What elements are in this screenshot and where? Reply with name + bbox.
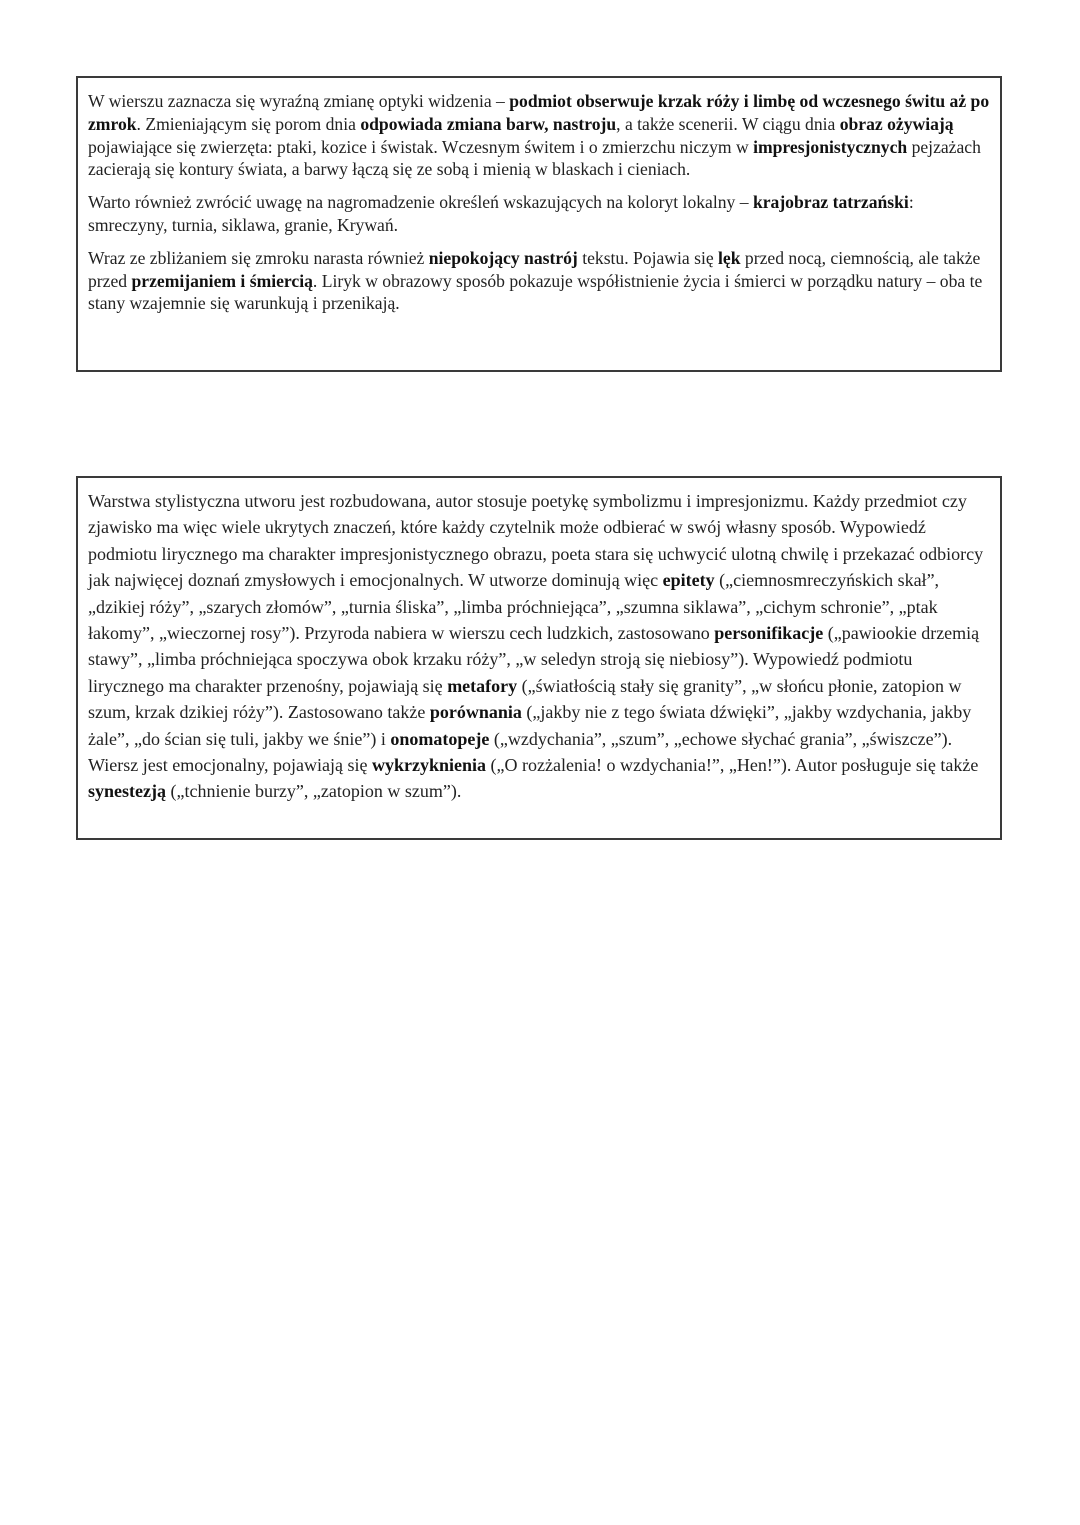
text-run: , a także scenerii. W ciągu dnia: [616, 113, 840, 134]
bold-text: krajobraz tatrzański: [752, 192, 909, 213]
text-box-2: [76, 476, 1002, 840]
bold-text: personifikacje: [714, 623, 824, 644]
text-run: W wierszu zaznacza się wyraźną zmianę optyki widzenia –: [88, 91, 510, 111]
bold-text: onomatopeje: [390, 728, 490, 749]
bold-text: obraz ożywiają: [839, 113, 954, 134]
text-run: Wraz ze zbliżaniem się zmroku narasta również: [88, 247, 429, 268]
text-run: : smreczyny, turnia, siklawa, granie, Krywań.: [88, 192, 919, 235]
bold-text: impresjonistycznych: [753, 136, 908, 157]
paragraph: [88, 247, 990, 315]
bold-text: podmiot obserwuje krzak róży i limbę od wczesnego świtu aż po zmrok: [88, 91, 994, 134]
text-run: („ciemnosmreczyńskich skał”, „dzikiej róży”, „szarych złomów”, „turnia śliska”, „limba próchniejąca”, „szumna siklawa”, „cichym schronie”, „ptak łakomy”, „wieczornej rosy”). Przyroda nabiera w wierszu cech ludzkich, zastosowano: [88, 570, 944, 644]
text-run: („światłością stały się granity”, „w słońcu płonie, zatopion w szum, krzak dzikiej róży”). Zastosowano także: [88, 675, 967, 723]
paragraph: [88, 90, 994, 181]
paragraph: [88, 191, 990, 237]
bold-text: niepokojący nastrój: [428, 247, 578, 268]
text-run: („pawiookie drzemią stawy”, „limba próchniejąca spoczywa obok krzaku róży”, „w seledyn stroją się niebiosy”). Wypowiedź podmiotu lirycznego ma charakter przenośny, pojawiają się: [88, 623, 984, 696]
text-run: pejzażach zacierają się kontury świata, a barwy łączą się ze sobą i mienią w blaskach i cieniach.: [88, 136, 986, 180]
bold-text: metafory: [447, 675, 518, 696]
text-run: pojawiające się zwierzęta: ptaki, kozice i świstak. Wczesnym świtem i o zmierzchu niczym w: [88, 113, 958, 157]
text-run: . Zmieniającym się porom dnia: [136, 113, 361, 134]
text-run: . Liryk w obrazowy sposób pokazuje współistnienie życia i śmierci w porządku natury – oba te stany wzajemnie się warunkują i przenikają.: [88, 270, 987, 314]
text-run: Warto również zwrócić uwagę na nagromadzenie określeń wskazujących na koloryt lokalny –: [88, 192, 753, 213]
paragraph: [88, 488, 990, 805]
bold-text: odpowiada zmiana barw, nastroju: [360, 113, 617, 134]
text-run: Warstwa stylistyczna utworu jest rozbudowana, autor stosuje poetykę symbolizmu i impresjonizmu. Każdy przedmiot czy zjawisko ma więc wiele ukrytych znaczeń, które każdy czytelnik może odbierać w swój własny sposób. Wypowiedź podmiotu lirycznego ma charakter impresjonistycznego obrazu, poeta stara się uchwycić ulotną chwilę i przekazać odbiorcy jak najwięcej doznań zmysłowych i emocjonalnych. W utworze dominują więc: [88, 491, 988, 591]
text-run: („jakby nie z tego świata dźwięki”, „jakby wzdychania, jakby żale”, „do ścian się tuli, jakby we śnie”) i: [88, 702, 976, 749]
bold-text: przemijaniem i śmiercią: [131, 270, 313, 291]
bold-text: synestezją: [88, 781, 166, 802]
bold-text: wykrzyknienia: [372, 755, 487, 776]
bold-text: porównania: [429, 702, 522, 723]
text-run: („wzdychania”, „szum”, „echowe słychać grania”, „świszcze”). Wiersz jest emocjonalny, pojawiają się: [88, 728, 957, 776]
bold-text: epitety: [662, 570, 715, 591]
text-run: („O rozżalenia! o wzdychania!”, „Hen!”). Autor posługuje się także: [486, 755, 983, 776]
text-run: („tchnienie burzy”, „zatopion w szum”).: [165, 781, 462, 802]
text-run: tekstu. Pojawia się: [577, 247, 719, 268]
text-box-1: [76, 76, 1002, 372]
text-run: przed nocą, ciemnością, ale także przed: [88, 247, 985, 291]
bold-text: lęk: [718, 247, 741, 268]
